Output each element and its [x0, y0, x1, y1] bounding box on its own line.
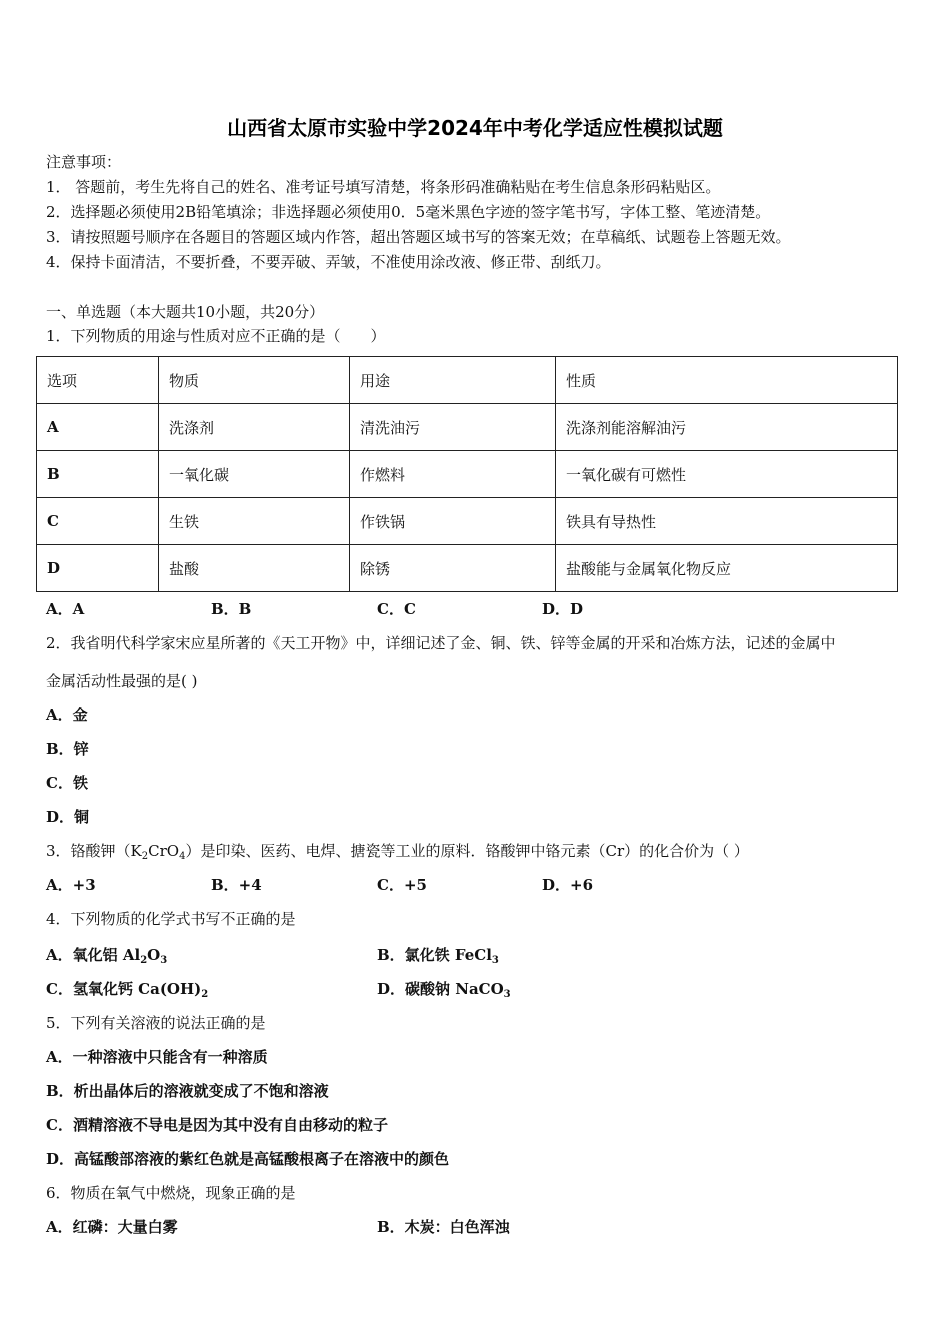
table-cell: 洗涤剂能溶解油污	[556, 404, 898, 451]
table-cell: 生铁	[159, 498, 350, 545]
question-4-option-a	[46, 945, 167, 965]
question-1-option-b: B．B	[211, 600, 252, 618]
table-cell: B	[37, 451, 159, 498]
subscript: 4	[179, 851, 186, 862]
section-heading: 一、单选题（本大题共10小题，共20分）	[46, 303, 325, 321]
question-2-option-d: D．铜	[46, 808, 90, 826]
question-3-option-c: C．+5	[377, 876, 427, 894]
question-3-option-b: B．+4	[211, 876, 262, 894]
table-cell: D	[37, 545, 159, 592]
option-label: A．氧化铝 Al	[46, 946, 141, 964]
question-5-stem: 5．下列有关溶液的说法正确的是	[46, 1014, 266, 1032]
option-label: D．碳酸钠 NaCO	[377, 980, 504, 998]
table-cell: 作燃料	[350, 451, 556, 498]
question-1-option-a: A．A	[46, 600, 85, 618]
question-1-option-d: D．D	[542, 600, 584, 618]
question-3-stem-part: 3．铬酸钾（K	[46, 842, 142, 860]
question-4-option-c	[46, 979, 208, 999]
table-cell: 洗涤剂	[159, 404, 350, 451]
question-6-option-b: B．木炭：白色浑浊	[377, 1218, 510, 1236]
option-label: C．氢氧化钙 Ca(OH)	[46, 980, 202, 998]
question-3-stem-part: ）是印染、医药、电焊、搪瓷等工业的原料．铬酸钾中铬元素（Cr）的化合价为（ ）	[185, 842, 749, 860]
table-cell: 一氧化碳	[159, 451, 350, 498]
table-cell: 铁具有导热性	[556, 498, 898, 545]
question-1-option-c: C．C	[377, 600, 416, 618]
question-1-table	[36, 356, 898, 592]
table-cell: 清洗油污	[350, 404, 556, 451]
subscript: 2	[140, 955, 148, 966]
question-2-option-a: A．金	[46, 706, 88, 724]
question-5-option-d: D．高锰酸部溶液的紫红色就是高锰酸根离子在溶液中的颜色	[46, 1150, 450, 1168]
question-4-option-d	[377, 979, 511, 999]
table-row	[37, 498, 898, 545]
subscript: 2	[141, 851, 149, 862]
question-3-stem-part: CrO	[148, 842, 180, 860]
table-header-cell: 性质	[556, 357, 898, 404]
question-3-option-a: A．+3	[46, 876, 96, 894]
question-6-stem: 6．物质在氧气中燃烧，现象正确的是	[46, 1184, 296, 1202]
table-cell: C	[37, 498, 159, 545]
subscript: 3	[503, 989, 511, 1000]
table-cell: 一氧化碳有可燃性	[556, 451, 898, 498]
subscript: 3	[160, 955, 168, 966]
question-5-option-a: A．一种溶液中只能含有一种溶质	[46, 1048, 268, 1066]
table-cell: A	[37, 404, 159, 451]
table-header-cell: 选项	[37, 357, 159, 404]
question-2-stem: 2．我省明代科学家宋应星所著的《天工开物》中，详细记述了金、铜、铁、锌等金属的开采和冶炼方法，记述的金属中	[46, 634, 836, 652]
question-2-stem-continued: 金属活动性最强的是( )	[46, 672, 198, 690]
subscript: 3	[491, 955, 499, 966]
question-4-option-b	[377, 945, 499, 965]
question-6-option-a: A．红磷：大量白雾	[46, 1218, 178, 1236]
formula-part: O	[147, 946, 161, 964]
table-cell: 除锈	[350, 545, 556, 592]
question-5-option-b: B．析出晶体后的溶液就变成了不饱和溶液	[46, 1082, 329, 1100]
table-cell: 盐酸能与金属氧化物反应	[556, 545, 898, 592]
notice-item: 4．保持卡面清洁，不要折叠，不要弄破、弄皱，不准使用涂改液、修正带、刮纸刀。	[46, 253, 611, 271]
table-cell: 盐酸	[159, 545, 350, 592]
table-row	[37, 404, 898, 451]
notice-item: 3．请按照题号顺序在各题目的答题区域内作答，超出答题区域书写的答案无效；在草稿纸、试题卷上答题无效。	[46, 228, 791, 246]
notice-heading: 注意事项：	[46, 153, 122, 171]
table-cell: 作铁锅	[350, 498, 556, 545]
page-title: 山西省太原市实验中学2024年中考化学适应性模拟试题	[227, 116, 723, 140]
table-header-cell: 物质	[159, 357, 350, 404]
table-header-cell: 用途	[350, 357, 556, 404]
question-1-stem: 1．下列物质的用途与性质对应不正确的是（ ）	[46, 327, 386, 345]
question-3-stem	[46, 841, 749, 861]
question-2-option-c: C．铁	[46, 774, 88, 792]
table-header-row	[37, 357, 898, 404]
question-5-option-c: C．酒精溶液不导电是因为其中没有自由移动的粒子	[46, 1116, 388, 1134]
notice-item: 1． 答题前，考生先将自己的姓名、准考证号填写清楚，将条形码准确粘贴在考生信息条形码粘贴区。	[46, 178, 721, 196]
subscript: 2	[201, 989, 209, 1000]
question-4-stem: 4．下列物质的化学式书写不正确的是	[46, 910, 296, 928]
option-label: B．氯化铁 FeCl	[377, 946, 492, 964]
question-3-option-d: D．+6	[542, 876, 594, 894]
table-row	[37, 545, 898, 592]
question-2-option-b: B．锌	[46, 740, 89, 758]
table-row	[37, 451, 898, 498]
notice-item: 2．选择题必须使用2B铅笔填涂；非选择题必须使用0．5毫米黑色字迹的签字笔书写，字体工整、笔迹清楚。	[46, 203, 771, 221]
